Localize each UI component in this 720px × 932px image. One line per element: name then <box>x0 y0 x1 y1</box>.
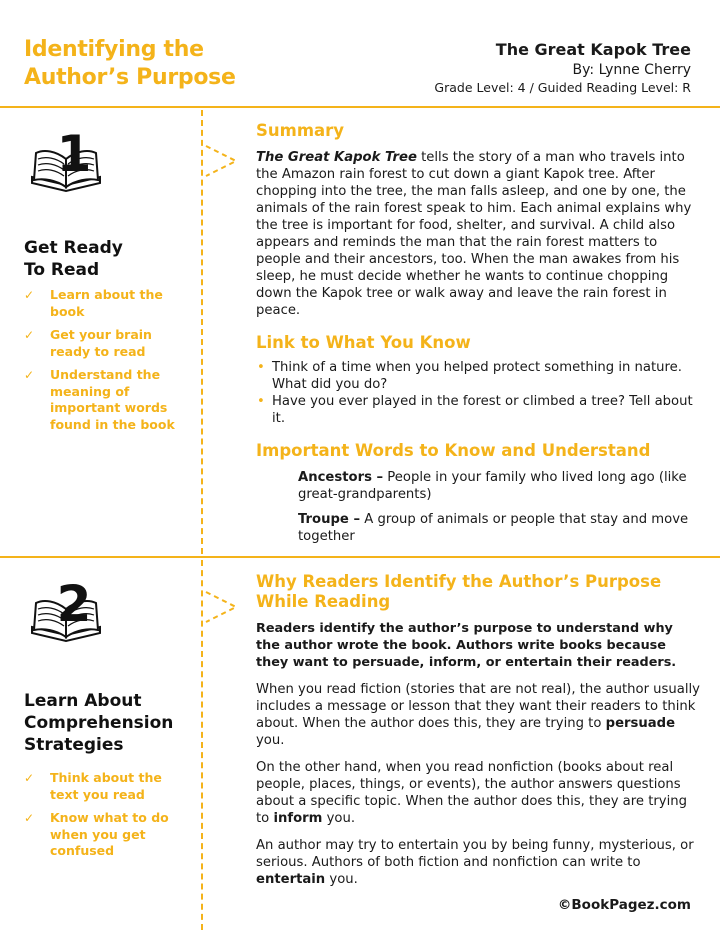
vocab-definition: People in your family who lived long ago (like great-grandparents) <box>298 470 687 502</box>
step-number: 2 <box>56 575 92 633</box>
checkmark-icon: ✓ <box>24 368 35 382</box>
page-title: Identifying the Author’s Purpose <box>24 37 236 90</box>
vocab-heading: Important Words to Know and Understand <box>256 441 651 460</box>
open-book-icon <box>26 125 106 205</box>
vocab-term: Troupe – <box>298 512 361 527</box>
summary-book-title: The Great Kapok Tree <box>256 150 417 165</box>
checklist-item: ✓ Know what to do when you get confused <box>24 810 169 858</box>
open-book-icon <box>26 575 106 655</box>
header-divider <box>0 106 720 108</box>
checklist-item: ✓ Understand the meaning of important words found in the book <box>24 367 175 432</box>
checklist-item: ✓ Think about the text you read <box>24 770 162 802</box>
vocab-definition: A group of animals or people that stay and move together <box>298 512 689 544</box>
step1-heading <box>24 237 123 281</box>
summary-section <box>256 121 701 545</box>
checklist-item: ✓ Get your brain ready to read <box>24 327 152 359</box>
step2-heading-line1: Learn About <box>24 691 142 711</box>
column-divider-bottom <box>201 560 203 930</box>
reading-level: Grade Level: 4 / Guided Reading Level: R <box>434 80 691 95</box>
step1-heading-line1: Get Ready <box>24 238 123 258</box>
step2-heading <box>24 690 173 756</box>
section-divider <box>0 556 720 558</box>
list-item: • Think of a time when you helped protect something in nature. What did you do? <box>257 360 682 392</box>
copyright-footer: ©BookPagez.com <box>557 897 691 913</box>
why-paragraph-entertain: An author may try to entertain you by being funny, mysterious, or serious. Authors of both fiction and nonfiction can write to entertain you. <box>256 838 694 887</box>
checkmark-icon: ✓ <box>24 288 35 302</box>
step-number: 1 <box>56 125 92 183</box>
summary-heading: Summary <box>256 121 345 140</box>
link-heading: Link to What You Know <box>256 333 471 352</box>
step1-checklist <box>22 287 192 440</box>
dashed-arrow-icon <box>204 588 240 626</box>
why-heading: Why Readers Identify the Author’s Purpose While Reading <box>256 572 662 611</box>
why-paragraph-persuade: When you read fiction (stories that are not real), the author usually includes a message or lesson that they want their readers to think about. When the author does this, they are trying to persuade you. <box>256 682 700 748</box>
why-intro: Readers identify the author’s purpose to understand why the author wrote the book. Authors write books because they want to persuade, inform, or entertain their readers. <box>256 621 677 670</box>
checkmark-icon: ✓ <box>24 811 35 825</box>
checkmark-icon: ✓ <box>24 771 35 785</box>
author-purpose-section <box>256 572 701 888</box>
link-bullets <box>256 359 701 427</box>
step1-heading-line2: To Read <box>24 260 100 280</box>
vocab-item <box>256 511 701 545</box>
step2-checklist <box>22 770 192 867</box>
step2-heading-line2: Comprehension <box>24 713 174 733</box>
why-paragraph-inform: On the other hand, when you read nonfiction (books about real people, places, things, or events), the author answers questions about a specific topic. When the author does this, they are trying to inform you. <box>256 760 687 826</box>
dashed-arrow-icon <box>204 142 240 180</box>
step2-heading-line3: Strategies <box>24 735 124 755</box>
checkmark-icon: ✓ <box>24 328 35 342</box>
vocab-term: Ancestors – <box>298 470 384 485</box>
book-author: By: Lynne Cherry <box>572 62 691 78</box>
summary-text: The Great Kapok Tree tells the story of a man who travels into the Amazon rain forest to cut down a giant Kapok tree. After chopping into the tree, the man falls asleep, and one by one, the animals of the rain forest speak to him. Each animal explains why the tree is important for food, shelter, and survival. A child also appears and reminds the man that the rain forest matters to people and their ancestors, too. When the man awakes from his sleep, he must decide whether he wants to continue chopping down the Kapok tree or walk away and leave the rain forest in peace. <box>256 150 692 318</box>
vocab-item <box>256 469 701 503</box>
book-title: The Great Kapok Tree <box>495 40 691 59</box>
list-item: • Have you ever played in the forest or climbed a tree? Tell about it. <box>257 394 693 426</box>
column-divider-top <box>201 110 203 554</box>
checklist-item: ✓ Learn about the book <box>24 287 163 319</box>
